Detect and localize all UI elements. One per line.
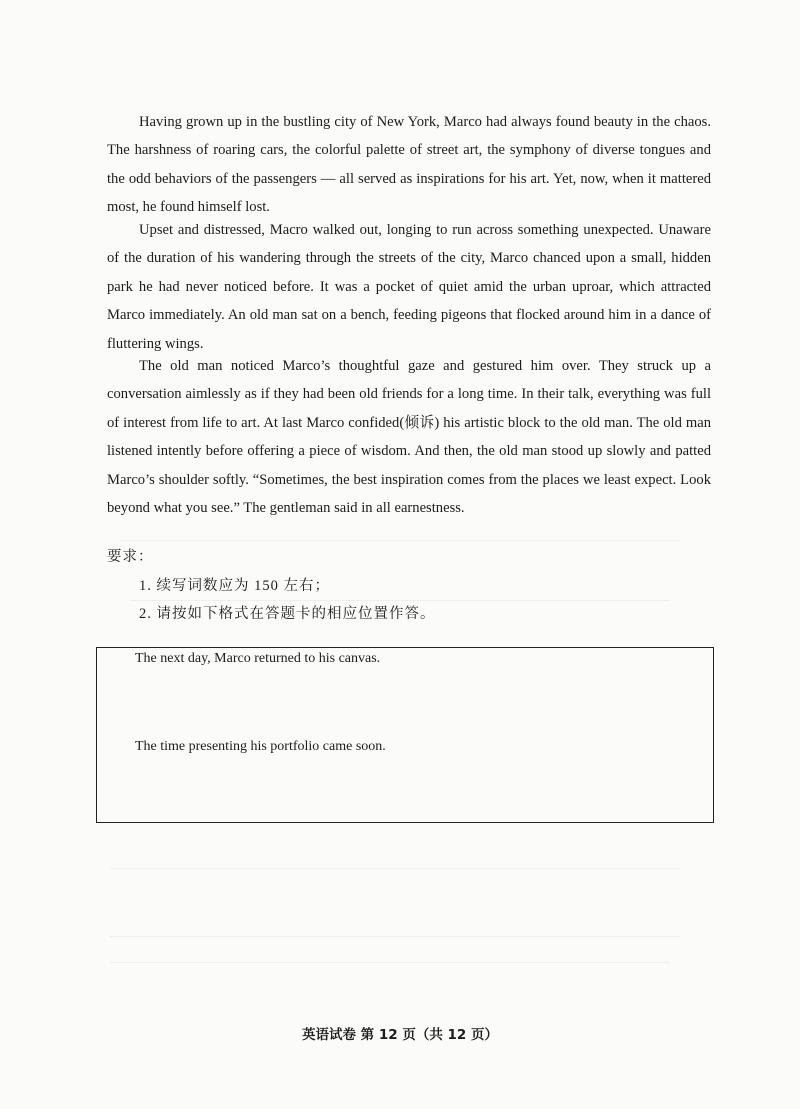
show-through-line [110,936,680,937]
show-through-line [120,540,680,541]
requirement-item-2: 2. 请按如下格式在答题卡的相应位置作答。 [139,606,436,622]
passage-paragraph-3: The old man noticed Marco’s thoughtful gaze and gestured him over. They struck up a conversation aimlessly as if they had been old friends for a long time. In their talk, everything was full of interest from life to art. At last Marco confided(倾诉) his artistic block to the old man. The old man listened intently before offering a piece of wisdom. And then, the old man stood up slowly and patted Marco’s shoulder softly. “Sometimes, the best inspiration comes from the places we least expect. Look beyond what you see.” The gentleman said in all earnestness. [107,358,711,517]
requirement-item-1: 1. 续写词数应为 150 左右； [139,578,330,594]
show-through-line [110,962,670,963]
page-footer: 英语试卷 第 12 页（共 12 页） [301,1027,499,1043]
paragraph-opening-1: The next day, Marco returned to his canvas. [135,651,381,666]
paragraph-opening-2: The time presenting his portfolio came soon. [135,739,386,754]
answer-format-box [96,647,714,823]
show-through-line [110,868,680,869]
requirements-title: 要求： [107,549,154,565]
passage-paragraph-1: Having grown up in the bustling city of New York, Marco had always found beauty in the chaos. The harshness of roaring cars, the colorful palette of street art, the symphony of diverse tongues and the odd behaviors of the passengers — all served as inspirations for his art. Yet, now, when it mattered most, he found himself lost. [107,114,711,216]
passage-paragraph-2: Upset and distressed, Macro walked out, longing to run across something unexpected. Unaware of the duration of his wandering through the streets of the city, Marco chanced upon a small, hidden park he had never noticed before. It was a pocket of quiet amid the urban uproar, which attracted Marco immediately. An old man sat on a bench, feeding pigeons that flocked around him in a dance of fluttering wings. [107,222,711,352]
requirements-list [139,574,436,630]
